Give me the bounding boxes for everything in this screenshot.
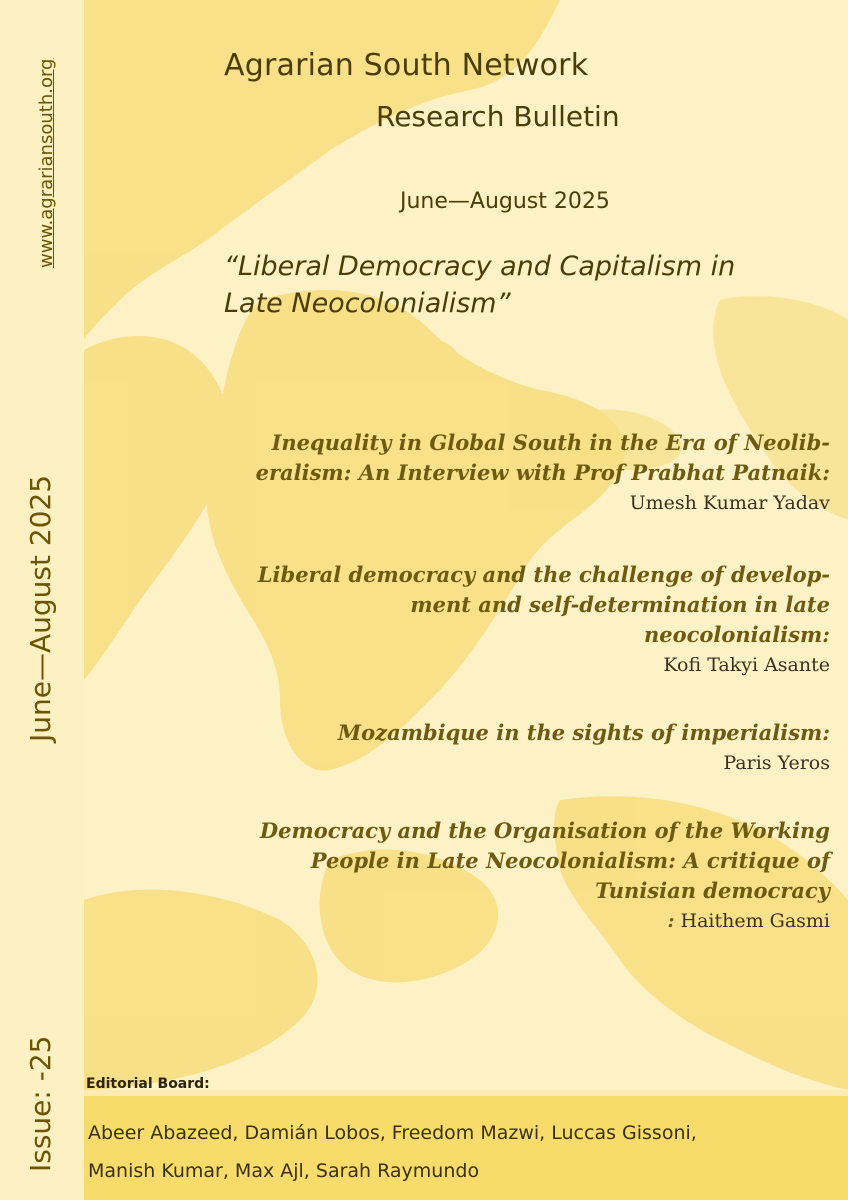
article-author: Paris Yeros	[723, 752, 830, 774]
article-title-line: ment and self-determination in late neocolonialism:	[410, 592, 830, 647]
organization-name: Agrarian South Network	[224, 48, 589, 83]
editorial-line: Manish Kumar, Max Ajl, Sarah Raymundo	[88, 1160, 480, 1182]
editorial-line: Abeer Abazeed, Damián Lobos, Freedom Mazwi, Luccas Gissoni,	[88, 1122, 697, 1144]
issue-theme-line: “Liberal Democracy and Capitalism in	[224, 251, 736, 282]
issue-theme-line: Late Neocolonialism”	[224, 288, 511, 319]
article-4	[230, 816, 830, 936]
side-date: June—August 2025	[24, 474, 57, 742]
issue-theme	[224, 248, 804, 322]
article-author: Haithem Gasmi	[680, 910, 830, 932]
article-author-row	[230, 906, 830, 936]
article-3	[230, 718, 830, 778]
article-title-line: Democracy and the Organisation of the Working	[259, 818, 830, 843]
bulletin-name: Research Bulletin	[376, 100, 620, 133]
author-colon: :	[667, 910, 675, 932]
article-title-line: Tunisian democracy	[595, 878, 830, 903]
article-title-line: Mozambique in the sights of imperialism:	[337, 720, 830, 745]
website-link[interactable]: www.agrariansouth.org	[36, 58, 57, 268]
article-title-line: Liberal democracy and the challenge of develop-	[257, 562, 830, 587]
article-title-line: People in Late Neocolonialism: A critique of	[310, 848, 830, 873]
issue-date: June—August 2025	[400, 189, 610, 214]
article-title-line: eralism: An Interview with Prof Prabhat Patnaik:	[255, 460, 830, 485]
article-author: Umesh Kumar Yadav	[629, 492, 830, 514]
editorial-label: Editorial Board:	[86, 1076, 210, 1092]
article-2	[230, 560, 830, 680]
editorial-names	[88, 1114, 828, 1190]
article-title-line: Inequality in Global South in the Era of Neolib-	[271, 430, 830, 455]
article-author: Kofi Takyi Asante	[663, 654, 830, 676]
issue-number: Issue: -25	[24, 1035, 57, 1172]
article-1	[230, 428, 830, 518]
